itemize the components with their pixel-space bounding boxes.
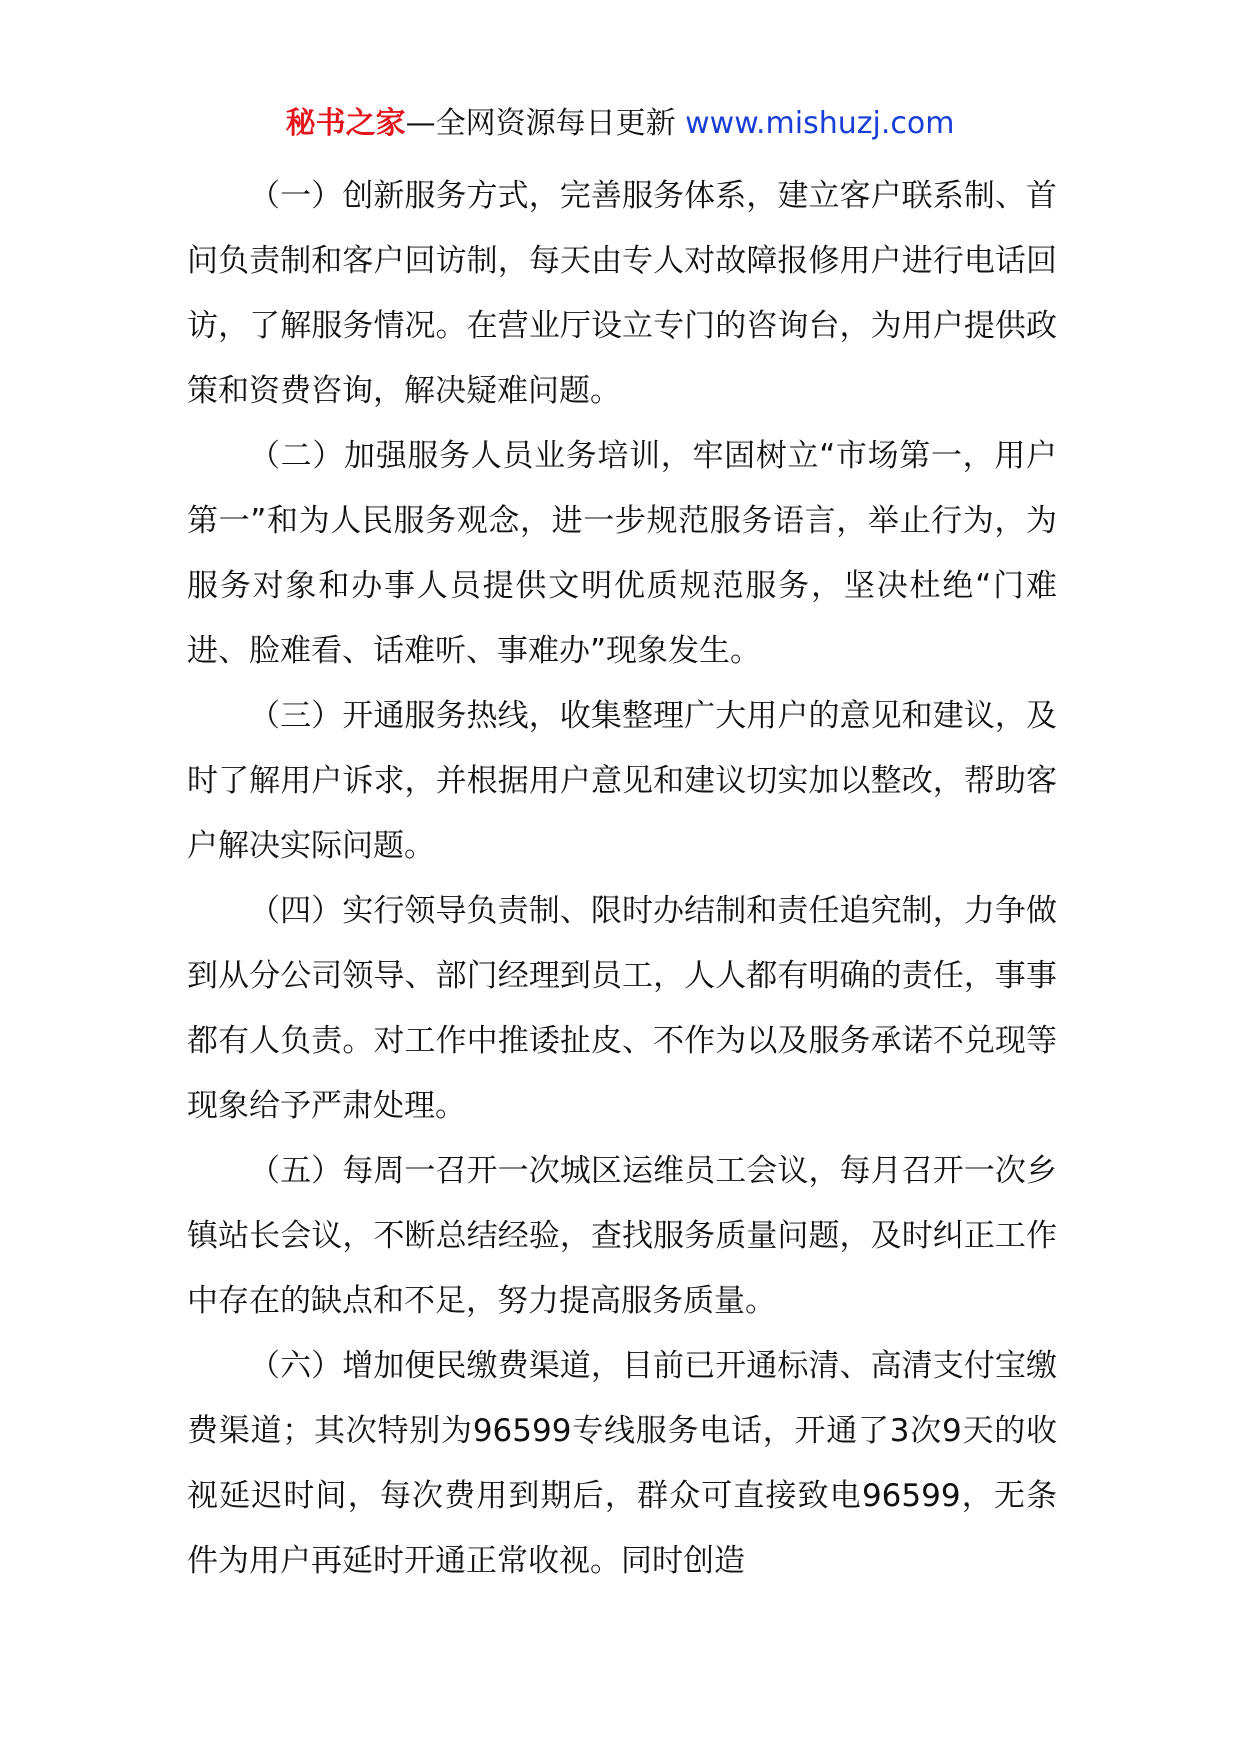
header-slogan: —全网资源每日更新 [405,106,686,141]
paragraph-1: （一）创新服务方式，完善服务体系，建立客户联系制、首问负责制和客户回访制，每天由专人对故障报修用户进行电话回访，了解服务情况。在营业厅设立专门的咨询台，为用户提供政策和资费咨询，解决疑难问题。 [187,178,1057,409]
paragraph-6: （六）增加便民缴费渠道，目前已开通标清、高清支付宝缴费渠道；其次特别为96599专线服务电话，开通了3次9天的收视延迟时间，每次费用到期后，群众可直接致电96599，无条件为用户再延时开通正常收视。同时创造 [187,1348,1057,1579]
brand-name: 秘书之家 [285,106,406,141]
site-url-link[interactable]: www.mishuzj.com [685,106,955,141]
paragraph-3: （三）开通服务热线，收集整理广大用户的意见和建议，及时了解用户诉求，并根据用户意见和建议切实加以整改，帮助客户解决实际问题。 [187,698,1057,864]
document-body [187,164,1057,1594]
page-header [0,102,1240,146]
paragraph-4: （四）实行领导负责制、限时办结制和责任追究制，力争做到从分公司领导、部门经理到员工，人人都有明确的责任，事事都有人负责。对工作中推诿扯皮、不作为以及服务承诺不兑现等现象给予严肃处理。 [187,893,1057,1124]
paragraph-5: （五）每周一召开一次城区运维员工会议，每月召开一次乡镇站长会议，不断总结经验，查找服务质量问题，及时纠正工作中存在的缺点和不足，努力提高服务质量。 [187,1153,1057,1319]
paragraph-2: （二）加强服务人员业务培训，牢固树立“市场第一，用户第一”和为人民服务观念，进一步规范服务语言，举止行为，为服务对象和办事人员提供文明优质规范服务，坚决杜绝“门难进、脸难看、话难听、事难办”现象发生。 [187,438,1057,669]
